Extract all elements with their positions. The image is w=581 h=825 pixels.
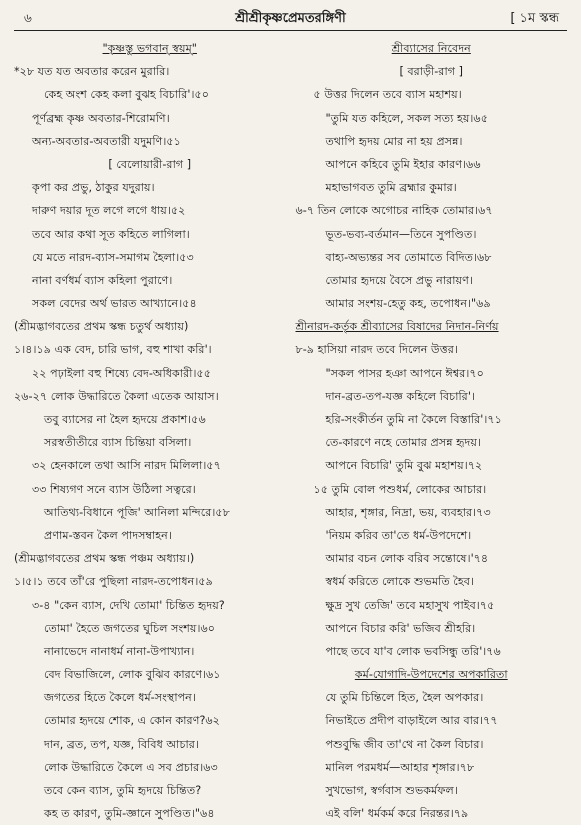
verse-line: 'নিয়ম করিব তা'তে ধর্ম-উপদেশে। <box>325 528 472 542</box>
verse-line: সকল বেদের অর্থ ভারত আখ্যানে।৫৪ <box>32 297 197 311</box>
verse-line: অন্য-অবতার-অবতারী যদুমণি।৫১ <box>32 134 181 148</box>
verse-line: (শ্রীমদ্ভাগবতের প্রথম স্কন্ধ পঞ্চম অধ্যায়।) <box>14 552 195 566</box>
left-column <box>14 37 290 825</box>
verse-line: নিভাইতে প্রদীপ বাড়াইলে আর বার।৭৭ <box>325 714 498 728</box>
verse-line: পাছে তবে যা'ব লোক ভবসিন্ধু তরি'।৭৬ <box>325 644 501 658</box>
verse-line: আপনে বিচার করি' ভজিব শ্রীহরি। <box>325 621 476 635</box>
verse-line: তবে কেন ব্যাস, তুমি হৃদয়ে চিন্তিত? <box>44 784 202 797</box>
verse-line: শ্রীব্যাসের নিবেদন <box>391 42 471 55</box>
verse-line: "সকল পাসর হঞা আপনে ঈশ্বর।৭০ <box>325 366 484 380</box>
verse-line: তথাপি হৃদয় মোর না হয় প্রসন্ন। <box>325 134 463 148</box>
verse-line: তে-কারণে নহে তোমার প্রসন্ন হৃদয়। <box>325 436 481 450</box>
verse-line: ১।৫।১ তবে তাঁ'রে পুছিলা নারদ-তপোধন।৫৯ <box>14 575 213 589</box>
verse-line: কেহ অংশ কেহ কলা বুঝহ বিচারি'।৫০ <box>44 88 210 102</box>
section-label: [ ১ম স্কন্ধ <box>510 11 559 26</box>
right-column <box>290 37 568 825</box>
verse-line: *২৮ যত যত অবতার করেন মুরারি। <box>14 65 170 79</box>
page-number: ৬ <box>24 11 32 25</box>
verse-line: ৩৩ শিষ্যগণ সনে ব্যাস উঠিলা সত্বরে। <box>32 482 196 496</box>
verse-line: তবে আর কথা সূত কহিতে লাগিলা। <box>32 227 190 241</box>
verse-line: মানিল পরমধর্ম—আহার শৃঙ্গার।৭৮ <box>325 760 475 774</box>
verse-line: ক্ষুদ্র সুখ তেজি' তবে মহাসুখ পাইব।৭৫ <box>325 598 495 612</box>
verse-line: দারুণ দয়ার দূত লগে লগে ধায়।৫২ <box>32 204 186 218</box>
verse-line: আপনে কহিবে তুমি ইহার কারণ।৬৬ <box>325 157 481 171</box>
verse-line: "তুমি যত কহিলে, সকল সত্য হয়।৬৫ <box>325 111 488 125</box>
verse-line: ৮-৯ হাসিয়া নারদ তবে দিলেন উত্তর। <box>295 343 458 357</box>
verse-line: জগতের হিতে কৈলে ধর্ম-সংস্থাপন। <box>44 691 196 705</box>
verse-line: নানাভেদে নানাধর্ম নানা-উপাখ্যান। <box>44 644 195 658</box>
verse-line: আতিথ্য-বিধানে পূজি' আনিলা মন্দিরে।৫৮ <box>44 505 230 519</box>
verse-line: এই বলি' ধর্মকর্ম করে নিরন্তর।৭৯ <box>325 807 469 821</box>
verse-line: (শ্রীমদ্ভাগবতের প্রথম স্কন্ধ চতুর্থ অধ্যায়) <box>14 320 189 334</box>
verse-line: লোক উদ্ধারিতে কৈলে এ সব প্রচার।৬৩ <box>44 760 218 774</box>
verse-line: শ্রীনারদ-কর্তৃক শ্রীব্যাসের বিষাদের নিদান-নির্ণয় <box>295 320 499 334</box>
verse-line: প্রণাম-স্তবন কৈল পাদসম্বাহন। <box>44 528 172 542</box>
verse-line: হরি-সংকীর্তন তুমি না কৈলে বিস্তারি'।৭১ <box>325 413 502 426</box>
verse-line: বেদ বিভাজিলে, লোক বুঝিব কারণে।৬১ <box>44 668 221 682</box>
verse-line: ভূত-ভব্য-বর্তমান—তিনে সুপণ্ডিত। <box>325 227 477 241</box>
verse-line: ১।৪।১৯ এক বেদ, চারি ভাগ, বহু শাখা করি'। <box>14 343 212 357</box>
verse-line: তোমা' হৈতে জগতের ঘুচিল সংশয়।৬০ <box>44 621 216 635</box>
verse-line: [ বরাড়ী-রাগ ] <box>399 65 463 79</box>
page-header <box>14 8 567 31</box>
verse-line: পূর্ণব্রহ্ম কৃষ্ণ অবতার-শিরোমণি। <box>32 111 170 125</box>
verse-line: [ বেলোয়ারী-রাগ ] <box>108 157 192 171</box>
verse-line: সরস্বতীতীরে ব্যাস চিন্তিয়া বসিলা। <box>44 436 192 450</box>
verse-line: ১৫ তুমি বোল পশুধর্ম, লোকের আচার। <box>313 482 487 496</box>
verse-line: কহ ত কারণ, তুমি-জ্ঞানে সুপণ্ডিত।"৬৪ <box>44 807 215 821</box>
verse-line: ৩-৪ "কেন ব্যাস, দেখি তোমা' চিন্তিত হৃদয়? <box>32 598 225 612</box>
verse-line: বাহ্য-অভ্যন্তর সব তোমাতে বিদিত।৬৮ <box>325 250 492 264</box>
verse-line: আহার, শৃঙ্গার, নিদ্রা, ভয়, ব্যবহার।৭৩ <box>325 505 491 519</box>
verse-line: মহাভাগবত তুমি ব্রহ্মার কুমার। <box>325 181 457 195</box>
verse-line: দান-ব্রত-তপ-যজ্ঞ কহিলে বিচারি'। <box>325 389 475 403</box>
verse-line: কর্ম-যোগাদি-উপদেশের অপকারিতা <box>354 668 508 682</box>
verse-line: সুখভোগ, স্বর্গবাস শুভকর্মফল। <box>325 784 458 797</box>
verse-line: পশুবুদ্ধি জীব তা'থে না কৈল বিচার। <box>325 737 484 751</box>
verse-line: ২২ পঢ়াইলা বহু শিষ্যে বেদ-অধিকারী।৫৫ <box>32 366 211 380</box>
verse-line: ৫ উত্তর দিলেন তবে ব্যাস মহাশয়। <box>313 88 462 102</box>
verse-line: তোমার হৃদয়ে বৈসে প্রভু নারায়ণ। <box>325 273 473 287</box>
verse-line: আমার সংশয়-হেতু কহ, তপোধন।"৬৯ <box>325 297 491 311</box>
verse-line: ৬-৭ তিন লোকে অগোচর নাহিক তোমার।৬৭ <box>295 204 493 218</box>
text-columns <box>14 37 567 825</box>
verse-line: আপনে বিচারি' তুমি বুঝ মহাশয়।৭২ <box>325 459 483 473</box>
verse-line: নানা বর্ণধর্ম ব্যাস কহিলা পুরাণে। <box>32 273 173 287</box>
verse-line: দান, ব্রত, তপ, যজ্ঞ, বিবিধ আচার। <box>44 737 199 751</box>
verse-line: স্বধর্ম করিতে লোকে শুভমতি হৈব। <box>325 575 474 589</box>
verse-line: যে মতে নারদ-ব্যাস-সমাগম হৈলা।৫৩ <box>32 250 194 264</box>
verse-line: কৃপা কর প্রভু, ঠাকুর যদুরায়। <box>32 181 155 195</box>
verse-line: তোমার হৃদয়ে শোক, এ কোন কারণ?৬২ <box>44 714 220 728</box>
running-title: শ্রীশ্রীকৃষ্ণপ্রেমতরঙ্গিণী <box>235 11 346 26</box>
verse-line: আমার বচন লোক বরিব সন্তোষে।'৭৪ <box>325 552 489 566</box>
verse-line: তবু ব্যাসের না হৈল হৃদয়ে প্রকাশ।৫৬ <box>44 413 206 426</box>
verse-line: ৩২ হেনকালে তথা আসি নারদ মিলিলা।৫৭ <box>32 459 221 473</box>
verse-line: "কৃষ্ণস্তু ভগবান্ স্বয়ম্" <box>102 42 197 55</box>
verse-line: যে তুমি চিন্তিলে হিত, হৈল অপকার। <box>325 691 484 705</box>
verse-line: ২৬-২৭ লোক উদ্ধারিতে কৈলা এতেক আয়াস। <box>14 389 219 403</box>
